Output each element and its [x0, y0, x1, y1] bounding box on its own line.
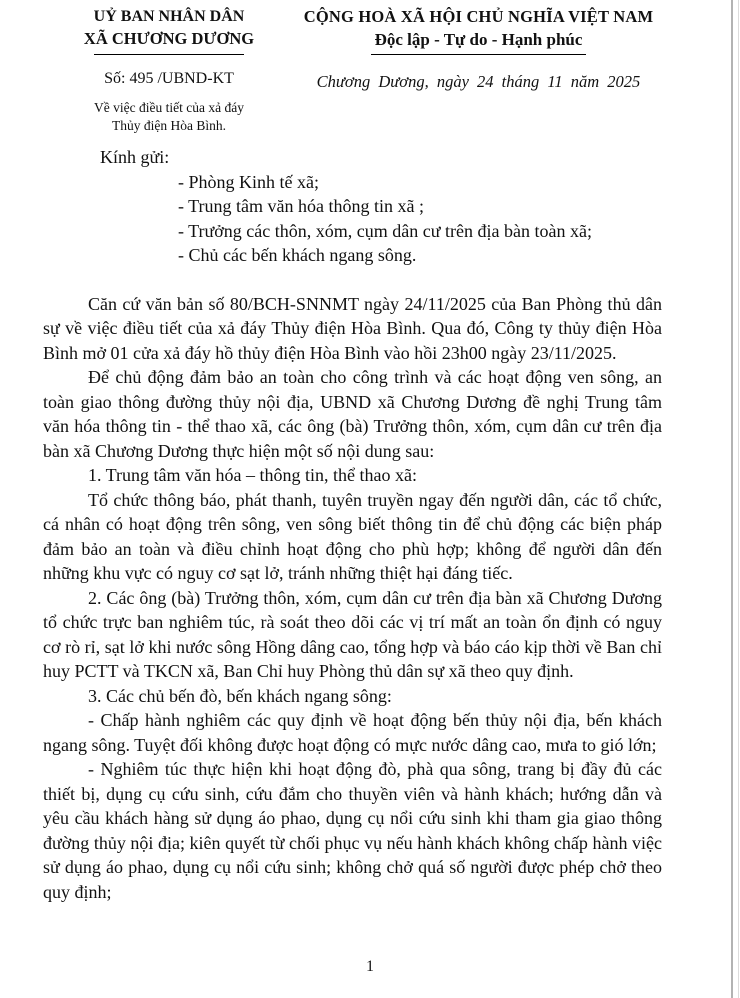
body-paragraph: Căn cứ văn bản số 80/BCH-SNNMT ngày 24/11/2025 của Ban Phòng thủ dân sự về việc điều tiết của xả đáy Thủy điện Hòa Bình. Qua đó, Công ty thủy điện Hòa Bình mở 01 cửa xả đáy hồ thủy điện Hòa Bình vào hồi 23h00 ngày 23/11/2025. — [43, 293, 662, 363]
issuing-org-block — [43, 6, 295, 135]
salutation-label: Kính gửi: — [100, 147, 170, 167]
document-subject-line1: Về việc điều tiết của xả đáy — [94, 100, 244, 115]
page-number: 1 — [366, 958, 374, 975]
issuing-org-parent: UỶ BAN NHÂN DÂN — [93, 8, 245, 25]
recipient-list — [178, 170, 662, 268]
document-number: Số: 495 /UBND-KT — [104, 70, 234, 87]
document-header — [43, 6, 662, 135]
org-name-underline — [94, 54, 244, 55]
body-paragraph: Tổ chức thông báo, phát thanh, tuyên truyền ngay đến người dân, các tổ chức, cá nhân có hoạt động trên sông, ven sông biết thông tin để chủ động các biện pháp đảm bảo an toàn và điều chỉnh hoạt động cho phù hợp; không để người dân đến những khu vực có nguy cơ sạt lở, tránh những thiệt hại đáng tiếc. — [43, 489, 662, 583]
issuing-org-name: XÃ CHƯƠNG DƯƠNG — [83, 29, 255, 48]
page-footer — [0, 958, 740, 976]
recipient-item: - Trưởng các thôn, xóm, cụm dân cư trên địa bàn toàn xã; — [178, 220, 592, 241]
place-and-date: Chương Dương, ngày 24 tháng 11 năm 2025 — [316, 72, 641, 91]
document-body — [43, 292, 662, 905]
page-edge-line — [731, 0, 733, 998]
recipient-item: - Trung tâm văn hóa thông tin xã ; — [178, 196, 424, 216]
body-paragraph: - Chấp hành nghiêm các quy định về hoạt động bến thủy nội địa, bến khách ngang sông. Tuyệt đối không được hoạt động có mực nước dâng cao, mưa to gió lớn; — [43, 710, 662, 755]
section-heading-1: 1. Trung tâm văn hóa – thông tin, thể thao xã: — [88, 465, 417, 485]
page-edge-line-outer — [738, 0, 739, 998]
national-title: CỘNG HOÀ XÃ HỘI CHỦ NGHĨA VIỆT NAM — [303, 7, 654, 26]
section-heading-3: 3. Các chủ bến đò, bến khách ngang sông: — [88, 685, 392, 706]
national-motto: Độc lập - Tự do - Hạnh phúc — [371, 29, 587, 55]
body-paragraph: Để chủ động đảm bảo an toàn cho công trình và các hoạt động ven sông, an toàn giao thông đường thủy nội địa, UBND xã Chương Dương đề nghị Trung tâm văn hóa thông tin - thể thao xã, các ông (bà) Trưởng thôn, xóm, cụm dân cư trên địa bàn xã Chương Dương thực hiện một số nội dung sau: — [43, 367, 662, 461]
body-paragraph: - Nghiêm túc thực hiện khi hoạt động đò, phà qua sông, trang bị đầy đủ các thiết bị, dụng cụ cứu sinh, cứu đắm cho thuyền viên và hành khách; hướng dẫn và yêu cầu khách hàng sử dụng áo phao, dụng cụ nổi cứu sinh khi tham gia giao thông đường thủy nội địa; kiên quyết từ chối phục vụ nếu hành khách không chấp hành việc sử dụng áo phao, dụng cụ nổi cứu sinh; không chở quá số người được phép chở theo quy định; — [43, 759, 662, 902]
recipient-item: - Phòng Kinh tế xã; — [178, 171, 319, 192]
national-header-block — [295, 6, 662, 92]
body-paragraph: 2. Các ông (bà) Trưởng thôn, xóm, cụm dân cư trên địa bàn xã Chương Dương tổ chức trực ban nghiêm túc, rà soát theo dõi các vị trí mất an toàn ổn định có nguy cơ rò rỉ, sạt lở khi nước sông Hồng dâng cao, tổng hợp và báo cáo kịp thời về Ban chỉ huy PCTT và TKCN xã, Ban Chỉ huy Phòng thủ dân sự xã theo quy định. — [43, 587, 662, 681]
salutation-block — [43, 145, 662, 268]
document-subject — [43, 99, 295, 135]
document-subject-line2: Thủy điện Hòa Bình. — [112, 118, 226, 133]
recipient-item: - Chủ các bến khách ngang sông. — [178, 245, 417, 265]
